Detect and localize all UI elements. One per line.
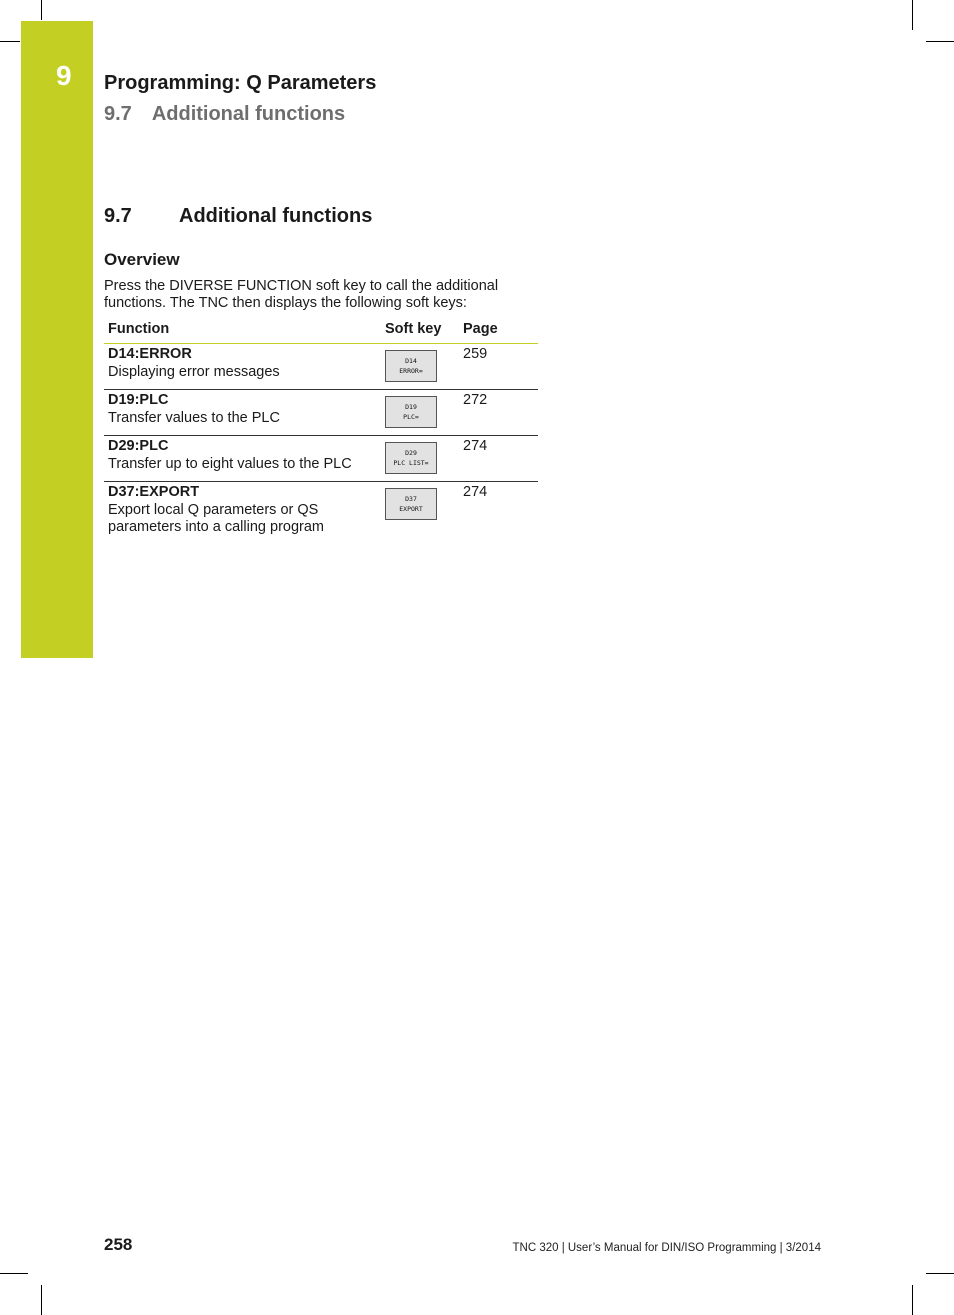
softkey-cell	[381, 482, 459, 544]
function-name: D29:PLC	[108, 438, 169, 454]
function-cell	[104, 390, 381, 436]
table-row	[104, 482, 538, 544]
function-name: D19:PLC	[108, 392, 169, 408]
function-description: Export local Q parameters or QS parameters into a calling program	[108, 501, 324, 535]
softkey-line1: D29	[405, 449, 417, 457]
page-number: 258	[104, 1235, 133, 1254]
running-header-title: Additional functions	[151, 103, 346, 125]
softkey-line2: PLC=	[403, 413, 419, 421]
softkey-d14-error[interactable]	[385, 350, 437, 382]
chapter-number: 9	[56, 60, 72, 91]
softkey-line1: D37	[405, 495, 417, 503]
softkey-cell	[381, 390, 459, 436]
header-softkey: Soft key	[381, 318, 459, 344]
crop-mark	[41, 0, 42, 20]
crop-mark	[0, 41, 20, 42]
table-header-row	[104, 318, 538, 344]
softkey-d19-plc[interactable]	[385, 396, 437, 428]
running-header-number: 9.7	[104, 103, 132, 125]
crop-mark	[41, 1285, 42, 1315]
crop-mark	[912, 0, 913, 30]
function-cell	[104, 482, 381, 544]
softkey-line1: D14	[405, 357, 417, 365]
function-name: D14:ERROR	[108, 346, 192, 362]
section-number: 9.7	[104, 205, 132, 227]
softkey-cell	[381, 344, 459, 390]
functions-table	[104, 318, 538, 544]
softkey-line1: D19	[405, 403, 417, 411]
footer-text: TNC 320 | User’s Manual for DIN/ISO Programming | 3/2014	[512, 1242, 821, 1254]
crop-mark	[0, 1273, 28, 1274]
page-cell: 274	[459, 436, 538, 482]
softkey-d29-plc-list[interactable]	[385, 442, 437, 474]
crop-mark	[912, 1285, 913, 1315]
softkey-line2: EXPORT	[399, 505, 423, 513]
softkey-cell	[381, 436, 459, 482]
table-row	[104, 344, 538, 390]
header-page: Page	[459, 318, 538, 344]
intro-paragraph: Press the DIVERSE FUNCTION soft key to call the additional functions. The TNC then displays the following soft keys:	[104, 278, 499, 311]
section-heading	[104, 205, 373, 228]
page-cell: 259	[459, 344, 538, 390]
function-cell	[104, 436, 381, 482]
chapter-sidebar	[21, 21, 93, 658]
function-cell	[104, 344, 381, 390]
function-description: Transfer values to the PLC	[108, 409, 280, 426]
running-header-section	[104, 103, 345, 126]
table-row	[104, 390, 538, 436]
section-title: Additional functions	[179, 205, 373, 227]
function-description: Transfer up to eight values to the PLC	[108, 455, 352, 472]
header-function: Function	[104, 318, 381, 344]
crop-mark	[926, 1273, 954, 1274]
crop-mark	[926, 41, 954, 42]
overview-heading: Overview	[104, 250, 180, 269]
softkey-d37-export[interactable]	[385, 488, 437, 520]
softkey-line2: PLC LIST=	[393, 459, 429, 467]
page-cell: 274	[463, 484, 488, 500]
function-name: D37:EXPORT	[108, 484, 200, 500]
chapter-title: Programming: Q Parameters	[104, 72, 377, 94]
softkey-line2: ERROR=	[399, 367, 423, 375]
function-description: Displaying error messages	[108, 363, 280, 380]
page-cell: 272	[459, 390, 538, 436]
table-row	[104, 436, 538, 482]
